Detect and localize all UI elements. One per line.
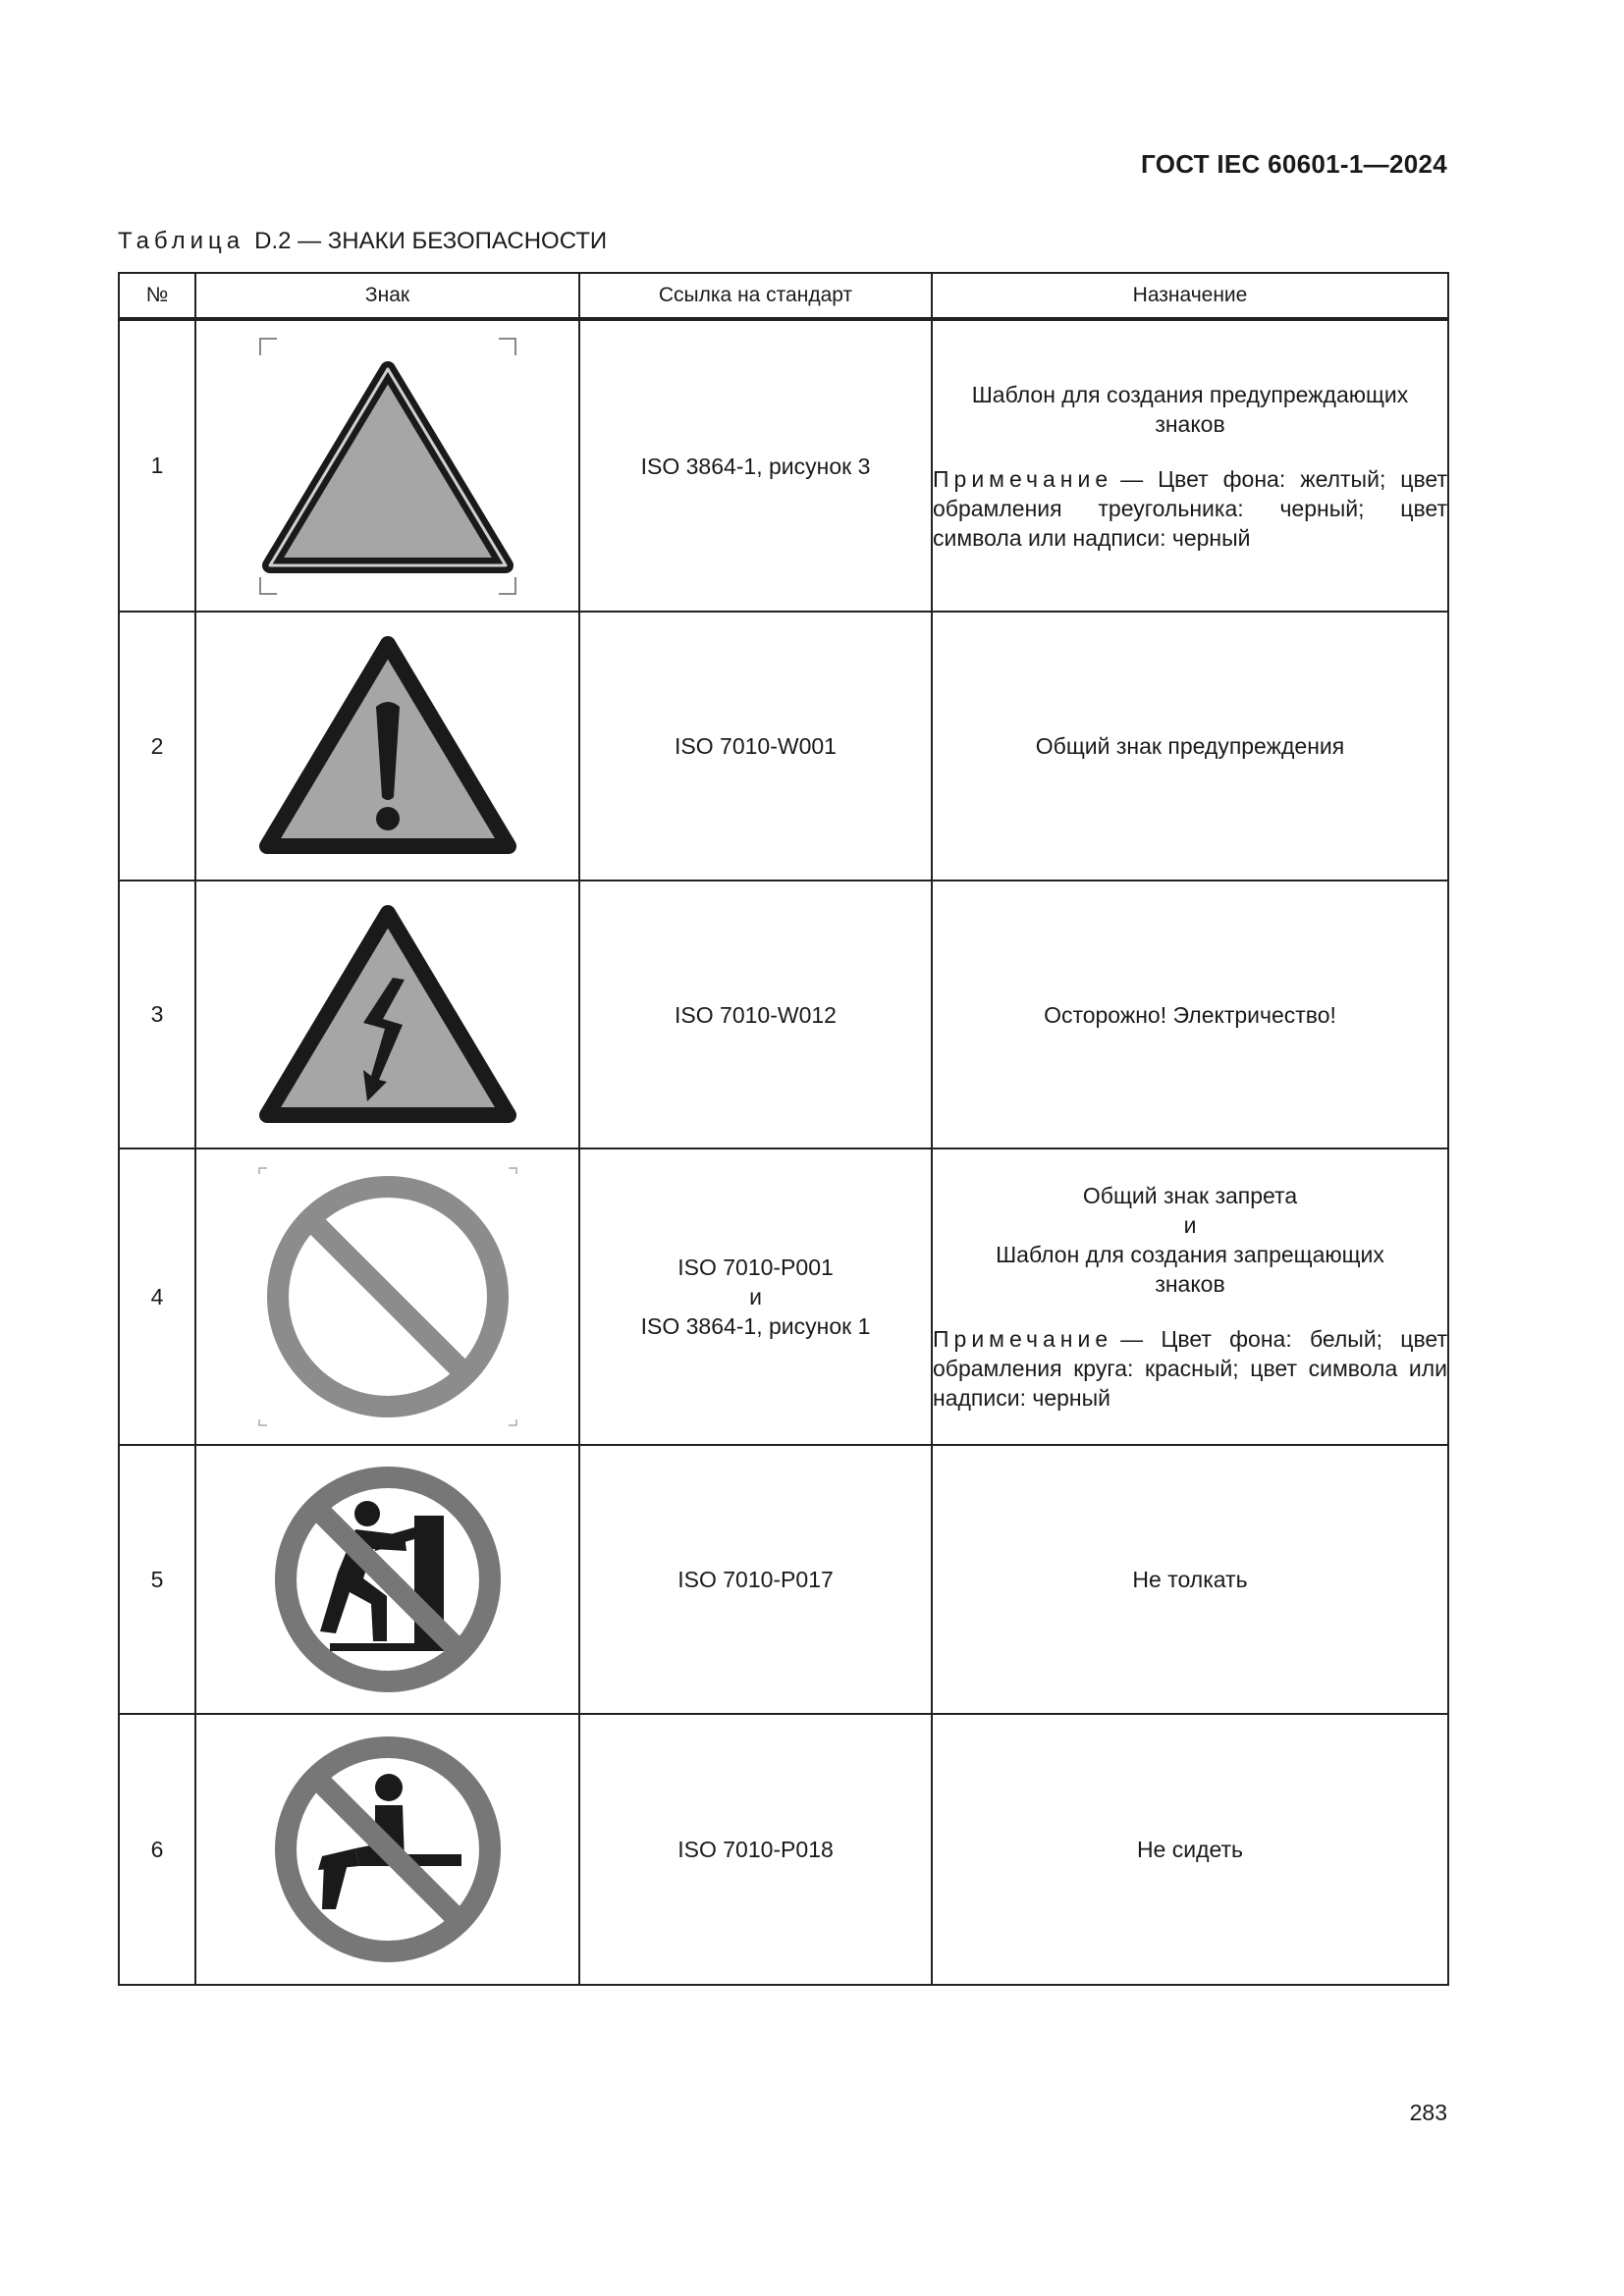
sign-cell bbox=[195, 1714, 579, 1985]
reference-cell bbox=[579, 612, 932, 881]
purpose-cell bbox=[932, 1714, 1448, 1985]
row-number: 5 bbox=[119, 1445, 195, 1714]
safety-signs-table bbox=[118, 272, 1449, 1986]
no-pushing-icon bbox=[265, 1457, 511, 1702]
purpose-line: Шаблон для создания предупреждающих bbox=[971, 381, 1409, 407]
row-number: 6 bbox=[119, 1714, 195, 1985]
note-label: Примечание bbox=[933, 465, 1113, 492]
reference-cell bbox=[579, 1148, 932, 1445]
general-prohibition-icon bbox=[255, 1164, 520, 1429]
purpose-cell bbox=[932, 319, 1448, 612]
table-row bbox=[119, 1445, 1448, 1714]
header-number: № bbox=[119, 273, 195, 319]
sign-cell bbox=[195, 612, 579, 881]
purpose-line: знаков bbox=[1155, 1271, 1225, 1297]
note-text: — Цвет фона: желтый; цвет обрамления треугольника: черный; цвет символа или надписи: черный bbox=[933, 465, 1447, 551]
reference-line: ISO 7010-P017 bbox=[677, 1567, 834, 1592]
page-number: 283 bbox=[1409, 2100, 1447, 2125]
table-row bbox=[119, 881, 1448, 1148]
purpose-note bbox=[933, 464, 1447, 553]
table-row bbox=[119, 319, 1448, 612]
purpose-line: Шаблон для создания запрещающих bbox=[996, 1242, 1384, 1267]
row-number: 3 bbox=[119, 881, 195, 1148]
document-id: ГОСТ IEC 60601-1—2024 bbox=[1141, 149, 1447, 179]
row-number: 1 bbox=[119, 319, 195, 612]
caption-label: Таблица bbox=[118, 228, 245, 254]
table-caption bbox=[118, 228, 607, 255]
sign-cell bbox=[195, 319, 579, 612]
header-sign: Знак bbox=[195, 273, 579, 319]
purpose-cell bbox=[932, 1445, 1448, 1714]
purpose-cell bbox=[932, 881, 1448, 1148]
note-text: — Цвет фона: белый; цвет обрамления круга: красный; цвет символа или надписи: черный bbox=[933, 1326, 1447, 1411]
purpose-line: Не сидеть bbox=[1136, 1837, 1244, 1862]
table-row bbox=[119, 612, 1448, 881]
sign-cell bbox=[195, 1148, 579, 1445]
purpose-line: Общий знак предупреждения bbox=[1035, 733, 1345, 759]
reference-line: ISO 7010-P018 bbox=[677, 1837, 834, 1862]
purpose-line: Не толкать bbox=[1132, 1567, 1248, 1592]
reference-cell bbox=[579, 1445, 932, 1714]
caption-text: D.2 — ЗНАКИ БЕЗОПАСНОСТИ bbox=[254, 228, 608, 254]
row-number: 4 bbox=[119, 1148, 195, 1445]
purpose-line: и bbox=[1183, 1212, 1197, 1238]
electricity-warning-icon bbox=[255, 901, 520, 1129]
no-sitting-icon bbox=[265, 1727, 511, 1972]
reference-line: ISO 3864-1, рисунок 3 bbox=[640, 453, 871, 479]
row-number: 2 bbox=[119, 612, 195, 881]
header-purpose: Назначение bbox=[932, 273, 1448, 319]
reference-cell bbox=[579, 881, 932, 1148]
sign-cell bbox=[195, 1445, 579, 1714]
warning-template-triangle-icon bbox=[255, 334, 520, 599]
reference-line: ISO 7010-W012 bbox=[675, 1001, 837, 1028]
reference-cell bbox=[579, 319, 932, 612]
purpose-line: Общий знак запрета bbox=[1082, 1183, 1298, 1208]
reference-line: ISO 3864-1, рисунок 1 bbox=[640, 1313, 871, 1339]
table-header-row bbox=[119, 273, 1448, 319]
purpose-line: знаков bbox=[1155, 410, 1225, 437]
general-warning-icon bbox=[255, 632, 520, 860]
reference-line: ISO 7010-P001 bbox=[677, 1255, 834, 1280]
table-row bbox=[119, 1148, 1448, 1445]
purpose-cell bbox=[932, 612, 1448, 881]
sign-cell bbox=[195, 881, 579, 1148]
reference-cell bbox=[579, 1714, 932, 1985]
reference-line: ISO 7010-W001 bbox=[675, 733, 837, 759]
header-reference: Ссылка на стандарт bbox=[579, 273, 932, 319]
purpose-line: Осторожно! Электричество! bbox=[1044, 1001, 1336, 1028]
table-row bbox=[119, 1714, 1448, 1985]
purpose-cell bbox=[932, 1148, 1448, 1445]
reference-line: и bbox=[749, 1284, 762, 1309]
purpose-note bbox=[933, 1324, 1447, 1413]
note-label: Примечание bbox=[933, 1326, 1113, 1352]
